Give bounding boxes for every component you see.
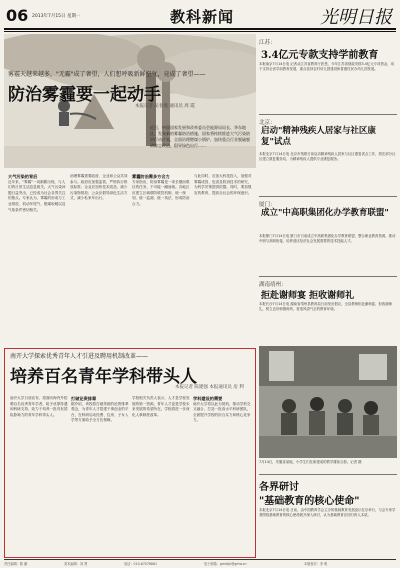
footer-proof: 本版校对：李 明 — [304, 562, 328, 566]
brief-headline: 启动"精神残疾人居家与社区康复"试点 — [261, 126, 376, 147]
brief-location: 厦门： — [259, 202, 276, 208]
footer-phone: 电话：010-67078861 — [124, 562, 158, 566]
feature-column — [132, 174, 190, 342]
feature-headline: 防治雾霾要一起动手 — [8, 85, 161, 105]
newspaper-logo: 光明日报 — [320, 7, 392, 28]
column-text: 专家指出，防治雾霾是一项长期而艰巨的任务，不可能一蹴而就。各地区应建立区域联防联控机制，统一规划、统一监测、统一执法，形成防治合力。 — [132, 179, 190, 206]
boxed-byline: 本报记者 陈建强 本报通讯员 房 利 — [175, 385, 244, 390]
masthead-rule-thin — [4, 31, 396, 32]
boxed-headline: 培养百名青年学科带头人 — [10, 367, 197, 387]
classroom-photo — [259, 346, 397, 458]
boxed-column — [71, 396, 129, 552]
column-subhead: 大气污染的背后 — [8, 174, 38, 179]
event-kicker: 各界研讨 — [259, 482, 299, 493]
feature-body — [8, 174, 254, 344]
brief-headline: 3.4亿元专款支持学前教育 — [261, 50, 379, 61]
brief-headline: 成立"中高职集团化办学教育联盟" — [261, 208, 389, 218]
footer-design: 美术编辑：刘 贤 — [64, 562, 88, 566]
column-text: 近年来，"雾霾"一词频繁出现，与人们的日常生活息息相关。大气污染问题日益突出，已经成为社会各界关注的焦点。专家认为，雾霾的形成与工业排放、机动车尾气、燃煤取暖以及气象条件密切相关。 — [8, 179, 66, 212]
column-subhead: 打破论资排辈 — [71, 396, 97, 401]
divider — [259, 276, 397, 277]
brief-text: 本报长沙7月14日电 湖南省靖州县教育局日前发出倡议，全县教师拒赴谢师宴、拒收谢师礼，树立良好师德师风，营造风清气正的教育环境。 — [259, 302, 392, 312]
column-text: 学校相关负责人表示，人才是学校发展的第一资源，青年人才更是学校未来发展的希望所在。学校将进一步深化人事制度改革。 — [132, 396, 190, 417]
feature-column — [194, 174, 252, 342]
divider — [259, 114, 397, 115]
boxed-column — [193, 396, 251, 552]
brief-location: 江苏： — [259, 40, 276, 46]
boxed-body — [10, 396, 252, 554]
column-text: 治理雾霾需要政府、企业和公众共同参与。政府应加强监管，严格执行排放标准；企业应加快技术改造，减少污染物排放；公众应倡导绿色生活方式，减少私家车出行。 — [70, 174, 128, 201]
boxed-column — [132, 396, 190, 552]
page-number: 06 — [6, 6, 29, 25]
feature-column — [8, 174, 66, 342]
issue-date: 2013年7月15日 星期一 — [32, 14, 81, 19]
brief-text: 本报厦门7月14日电 厦门市日前成立中高职集团化办学教育联盟，整合职业教育资源，推动中职与高职衔接，培养适应经济社会发展需要的技术技能人才。 — [259, 234, 396, 244]
brief-text: 本报北京7月14日电 北京市残联日前启动精神残疾人居家与社区康复试点工作，将在部分社区建立康复服务站，为精神残疾人提供专业康复服务。 — [259, 152, 396, 162]
feature-kicker: 雾霾天越来越多，"无霾"成了奢望，人们想呼吸新鲜空气，竟成了奢望—— — [8, 71, 206, 78]
divider — [259, 196, 397, 197]
divider — [259, 474, 397, 475]
brief-location: 北京： — [259, 120, 276, 126]
brief-text: 本报南京7月14日电 记者从江苏省教育厅获悉，今年江苏省财政安排3.4亿元专项资金，用于支持全省学前教育发展，重点扶持农村幼儿园建设和普惠性民办幼儿园发展。 — [259, 62, 395, 72]
masthead-rule — [4, 28, 396, 30]
brief-location: 湖南靖州： — [259, 282, 287, 288]
column-text: 南开大学将以此为契机，推动学科交叉融合，打造一批高水平科研团队，全面提升学校的综合实力和核心竞争力。 — [193, 401, 251, 423]
column-text: 与此同时，应加大科技投入，加强对雾霾成因、危害及防治技术的研究，为科学决策提供依据。同时，要加强宣传教育，提高全社会的环保意识。 — [194, 174, 252, 195]
event-text: 本报北京7月14日电 日前，由中国教育学会主办的基础教育发展论坛在京举行，与会专家学者围绕基础教育的核心使命展开深入研讨，认为基础教育应回归育人本质。 — [259, 508, 396, 518]
boxed-kicker: 南开大学探索优秀青年人才引进及聘用机制改革—— — [10, 353, 149, 360]
feature-byline: 本报记者 吴春燕 通讯员 周 霞 — [135, 104, 195, 109]
event-headline: "基础教育的核心使命" — [259, 496, 360, 507]
section-title: 教科新闻 — [170, 8, 235, 26]
column-text: 据介绍，该校将打破传统的论资排辈观念，为青年人才搭建干事创业的平台，在科研启动经费、住房、子女入学等方面给予全方位保障。 — [71, 401, 129, 423]
column-subhead: 雾霾防治需多方合力 — [132, 174, 170, 179]
footer-editor: 责任编辑：陈 鹏 — [4, 562, 28, 566]
column-text: 南开大学日前宣布，将面向海内外招聘百名优秀青年学者，给予优厚待遇和科研支持，致力于培养一批具有国际影响力的青年学科带头人。 — [10, 396, 68, 417]
brief-headline: 拒赴谢师宴 拒收谢师礼 — [261, 291, 355, 301]
photo-caption: 7月14日，安徽省某地，小学生们在新建成的教学楼前合影。记者 摄 — [259, 460, 362, 464]
column-subhead: 学科建设的需要 — [193, 396, 223, 401]
boxed-column — [10, 396, 68, 552]
feature-column — [70, 174, 128, 342]
feature-lead: 近日，中国国家发展和改革委员会能源局局长、华东地区，发布新的雾霾防治措施，国家将持续推进大气污染防治行动计划，全面治理燃煤小锅炉，加快重点行业脱硫脱硝除尘改造，倡导绿色出行…… — [150, 125, 250, 148]
footer-email: 电子邮箱：gmrbjk@gmw.cn — [204, 562, 247, 566]
